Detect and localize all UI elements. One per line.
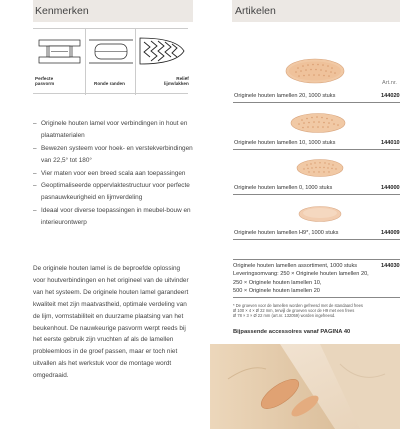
description-paragraph: De originele houten lamel is de beproefde oplossing voor houtverbindingen en het origineel van de uitvinder van het systeem. De originele houten lamel garandeert kwaliteit met zijn maatvastheid, optimale verdeling van de lijm, vormstabiliteit en duurzame plaatsing van het beukenhout. De nauwkeurige pasvorm werpt reeds bij het eerste gebruik zijn vruchten af als de lamellen probleemloos in de groef passen, maar er toch niet uitvallen als het werkstuk voor de montage wordt omgedraaid. — [33, 265, 189, 380]
features-header — [33, 0, 193, 22]
article-label: Originele houten lamellen 20, 1000 stuks — [234, 93, 336, 99]
lamel-20-image — [284, 57, 346, 85]
article-row — [233, 93, 400, 103]
right-column — [210, 0, 400, 429]
feature-list-item: – Bewezen systeem voor hoek- en verstekverbindingen van 22,5° tot 180° — [33, 143, 193, 168]
feature-reliefstructuur — [136, 29, 188, 95]
feature-list-item: – Ideaal voor diverse toepassingen in meubel-bouw en interieurontwerp — [33, 205, 193, 230]
article-row — [233, 230, 400, 240]
accessories-reference: Bijpassende accessoires vanaf PAGINA 40 — [233, 329, 351, 335]
assortment-block — [233, 259, 400, 298]
product-photo — [210, 344, 400, 429]
ronde-randen-icon — [86, 34, 136, 72]
article-number: 144009 — [381, 230, 400, 236]
articles-title: Artikelen — [235, 5, 276, 17]
features-title: Kenmerken — [35, 5, 89, 17]
article-number: 144020 — [381, 93, 400, 99]
divider — [233, 297, 400, 298]
feature-list — [33, 118, 193, 230]
assortment-line: Originele houten lamellen assortiment, 1000 stuks — [233, 263, 358, 269]
art-number-column-header: Art.nr. — [382, 80, 397, 86]
pasvorm-icon — [33, 34, 86, 72]
article-label: Originele houten lamellen 0, 1000 stuks — [234, 185, 333, 191]
reliefstructuur-icon — [136, 34, 188, 72]
article-number: 144030 — [381, 263, 400, 269]
article-row — [233, 140, 400, 150]
feature-list-item: – Geoptimaliseerde oppervlaktestructuur voor perfecte pasnauwkeurigheid en lijmverdeling — [33, 180, 193, 205]
article-row — [233, 185, 400, 195]
feature-ronde-randen — [86, 29, 136, 95]
feature-list-item: – Originele houten lamel voor verbindingen in hout en plaatmaterialen — [33, 118, 193, 143]
feature-pasvorm — [33, 29, 86, 95]
article-label: Originele houten lamellen H9*, 1000 stuks — [234, 230, 339, 236]
assortment-line: Leveringsomvang: 250 × Originele houten lamellen 20, — [233, 271, 369, 278]
feature-icons — [33, 28, 188, 94]
assortment-line: 250 × Originele houten lamellen 10, — [233, 279, 322, 286]
lamel-h9-image — [298, 205, 342, 223]
feature-list-item: – Vier maten voor een breed scala aan toepassingen — [33, 168, 193, 180]
relief-caption: Reliëf lijmvlakken — [164, 76, 189, 87]
article-number: 144000 — [381, 185, 400, 191]
ronde-randen-caption: Ronde randen — [94, 81, 125, 86]
article-label: Originele houten lamellen 10, 1000 stuks — [234, 140, 336, 146]
pasvorm-caption: Perfecte pasvorm — [35, 76, 55, 87]
article-number: 144010 — [381, 140, 400, 146]
lamel-0-image — [296, 158, 344, 178]
articles-header — [232, 0, 400, 22]
lamel-10-image — [290, 112, 346, 134]
assortment-line: 500 × Originele houten lamellen 20 — [233, 288, 320, 295]
footnote: * De groeven voor de lamellen worden gefreesd met de standaard frees Ø 100 × 4 × Ø 22 mm, terwijl de groeven voor de H9 met een frees Ø 78 × 3 × Ø 22 mm (art.nr. 132059) worden ingefreesd. — [233, 303, 363, 319]
